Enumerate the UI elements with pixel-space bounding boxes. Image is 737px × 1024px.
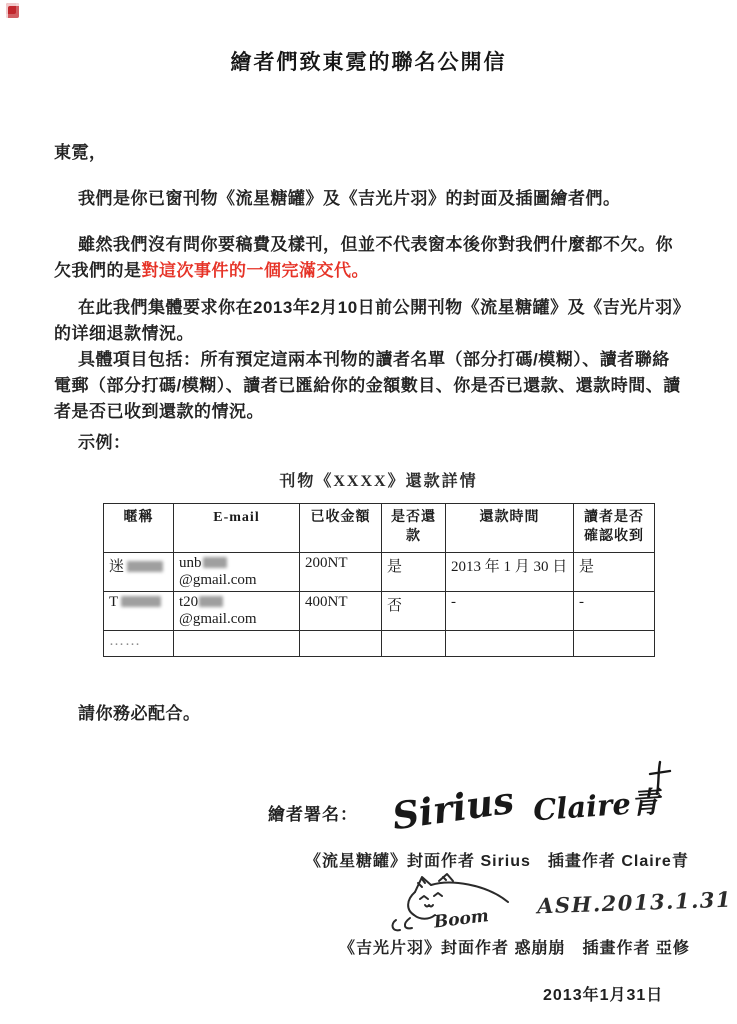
- document-date: 2013年1月31日: [543, 987, 664, 1004]
- censored-text: [121, 596, 161, 607]
- header-refunded: 是否還款: [382, 504, 446, 553]
- closing-line: 請你務必配合。: [78, 704, 201, 723]
- refund-detail-table: [103, 503, 655, 657]
- cell-reader-confirmed: 是: [574, 553, 655, 592]
- signature-caption-glimpses: 《吉光片羽》封面作者 惑崩崩 插畫作者 亞修: [339, 940, 690, 957]
- red-corner-artifact-icon: [6, 3, 19, 18]
- cell-refund-time: -: [446, 592, 574, 631]
- signature-caption-meteor-candy-jar: 《流星糖罐》封面作者 Sirius 插畫作者 Claire青: [305, 853, 689, 870]
- page-title: 繪者們致東霓的聯名公開信: [230, 51, 507, 74]
- paragraph-demand: 在此我們集體要求你在2013年2月10日前公開刊物《流星糖罐》及《吉光片羽》的详细退款情況。: [54, 298, 682, 343]
- cell-amount: 200NT: [300, 553, 382, 592]
- censored-text: [199, 596, 223, 607]
- table-header-row: [104, 504, 655, 553]
- table-title: 刊物《XXXX》還款詳情: [279, 473, 478, 490]
- cell-refunded: 是: [382, 553, 446, 592]
- nickname-visible: 迷: [109, 559, 125, 575]
- cell-email: [174, 631, 300, 657]
- claire-handwritten-signature: Claire青: [532, 784, 661, 828]
- email-suffix: @gmail.com: [179, 572, 257, 588]
- cell-nickname: ……: [104, 631, 174, 657]
- cell-refunded: [382, 631, 446, 657]
- paragraph-debt-black: 雖然我們沒有問你要稿費及樣刊，但並不代表窗本後你對我們什麼都不欠。你欠我們的是: [54, 235, 673, 280]
- signature-section-label: 繪者署名：: [268, 805, 358, 824]
- sirius-handwritten-signature: Sirius: [389, 777, 517, 839]
- cat-doodle-signature: [388, 872, 523, 934]
- header-reader-confirmed: 讀者是否確認收到: [574, 504, 655, 553]
- header-nickname: 暱稱: [104, 504, 174, 553]
- cell-email: [174, 592, 300, 631]
- example-label: 示例：: [78, 433, 131, 452]
- header-amount-received: 已收金額: [300, 504, 382, 553]
- header-refund-time: 還款時間: [446, 504, 574, 553]
- cell-refund-time: 2013 年 1 月 30 日: [446, 553, 574, 592]
- email-suffix: @gmail.com: [179, 611, 257, 627]
- email-prefix: unb: [179, 555, 202, 571]
- paragraph-debt: [54, 232, 685, 284]
- paragraph-items: 具體項目包括：所有預定這兩本刊物的讀者名單（部分打碼/模糊）、讀者聯絡電郵（部分打碼/模糊）、讀者已匯給你的金額數目、你是否已還款、還款時間、讀者是否已收到還款的情況。: [54, 350, 681, 421]
- table-row: [104, 631, 655, 657]
- claire-signature-flourish-stroke: [644, 760, 674, 796]
- cell-refunded: 否: [382, 592, 446, 631]
- paragraph-demand-block: [54, 295, 685, 425]
- table-row: [104, 592, 655, 631]
- table-row: [104, 553, 655, 592]
- censored-text: [127, 561, 163, 572]
- paragraph-debt-red-emphasis: 對這次事件的一個完滿交代。: [141, 261, 369, 280]
- cell-amount: [300, 631, 382, 657]
- nickname-visible: T: [109, 594, 119, 610]
- cell-refund-time: [446, 631, 574, 657]
- ash-handwritten-signature: ASH.2013.1.31: [536, 886, 733, 919]
- cell-nickname: [104, 553, 174, 592]
- salutation: 東霓，: [54, 143, 107, 162]
- boom-doodle-text: Boom: [432, 906, 490, 933]
- cell-reader-confirmed: [574, 631, 655, 657]
- cell-reader-confirmed: -: [574, 592, 655, 631]
- email-prefix: t20: [179, 594, 199, 610]
- paragraph-intro: 我們是你已窗刊物《流星糖罐》及《吉光片羽》的封面及插圖繪者們。: [78, 189, 621, 208]
- cell-email: [174, 553, 300, 592]
- header-email: E-mail: [174, 504, 300, 553]
- censored-text: [203, 557, 227, 568]
- cell-nickname: [104, 592, 174, 631]
- cell-amount: 400NT: [300, 592, 382, 631]
